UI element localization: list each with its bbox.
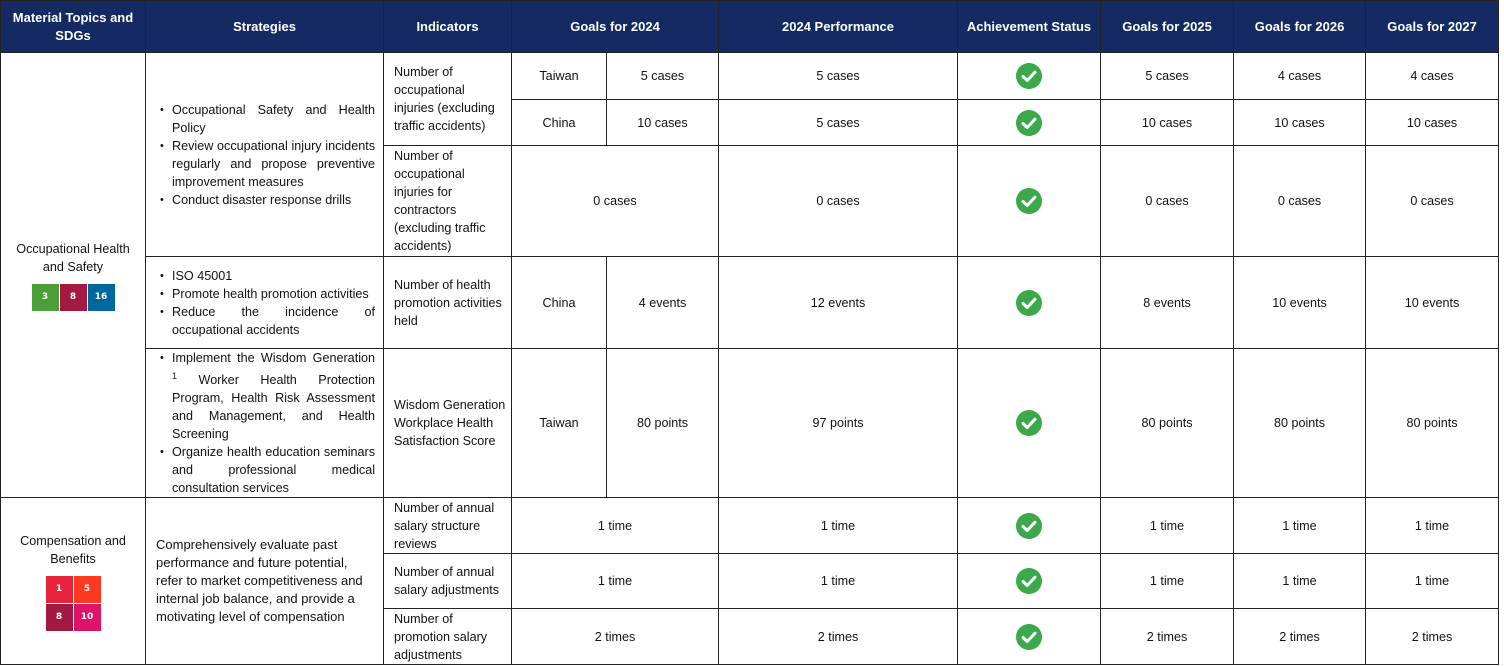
goal-2025-cell: 10 cases xyxy=(1101,100,1234,146)
goal-2027-cell: 1 time xyxy=(1366,498,1499,554)
header-goals-2024: Goals for 2024 xyxy=(512,1,719,53)
performance-cell: 0 cases xyxy=(719,146,958,257)
goal-2024-cell: 4 events xyxy=(607,257,719,349)
check-circle-icon xyxy=(1016,63,1042,89)
region-cell: China xyxy=(512,100,607,146)
sdg-icon-group xyxy=(46,576,101,631)
performance-cell: 1 time xyxy=(719,498,958,554)
goal-2024-cell: 0 cases xyxy=(512,146,719,257)
topic-cell-ohs xyxy=(1,53,146,498)
indicator-cell: Number of annual salary adjustments xyxy=(384,554,512,609)
header-goals-2025: Goals for 2025 xyxy=(1101,1,1234,53)
check-circle-icon xyxy=(1016,290,1042,316)
indicator-cell: Number of annual salary structure reviews xyxy=(384,498,512,554)
sdg-3-good-health-icon: 3 xyxy=(32,284,59,311)
sdg-1-no-poverty-icon: 1 xyxy=(46,576,73,603)
goal-2025-cell: 5 cases xyxy=(1101,53,1234,100)
strategy-item: • Reduce the incidence of occupational accidents xyxy=(160,303,375,339)
header-strategies: Strategies xyxy=(146,1,384,53)
strategy-cell xyxy=(146,349,384,498)
strategy-item: • ISO 45001 xyxy=(160,267,375,285)
table-row xyxy=(1,349,1499,498)
sdg-icon-group xyxy=(32,284,115,311)
goal-2025-cell: 80 points xyxy=(1101,349,1234,498)
goal-2027-cell: 10 cases xyxy=(1366,100,1499,146)
status-cell xyxy=(958,257,1101,349)
strategy-item: • Conduct disaster response drills xyxy=(160,191,375,209)
goal-2027-cell: 10 events xyxy=(1366,257,1499,349)
indicator-cell: Number of occupational injuries for contractors (excluding traffic accidents) xyxy=(384,146,512,257)
header-goals-2027: Goals for 2027 xyxy=(1366,1,1499,53)
header-row xyxy=(1,1,1499,53)
check-circle-icon xyxy=(1016,513,1042,539)
status-cell xyxy=(958,146,1101,257)
check-circle-icon xyxy=(1016,410,1042,436)
sdg-16-peace-justice-icon: 16 xyxy=(88,284,115,311)
indicator-cell: Number of promotion salary adjustments xyxy=(384,609,512,665)
status-cell xyxy=(958,53,1101,100)
performance-cell: 5 cases xyxy=(719,100,958,146)
region-cell: Taiwan xyxy=(512,349,607,498)
goal-2025-cell: 0 cases xyxy=(1101,146,1234,257)
goal-2024-cell: 1 time xyxy=(512,498,719,554)
goal-2027-cell: 2 times xyxy=(1366,609,1499,665)
header-achievement-status: Achievement Status xyxy=(958,1,1101,53)
goal-2024-cell: 1 time xyxy=(512,554,719,609)
goal-2027-cell: 4 cases xyxy=(1366,53,1499,100)
goal-2026-cell: 2 times xyxy=(1234,609,1366,665)
goal-2026-cell: 1 time xyxy=(1234,554,1366,609)
strategy-item: • Occupational Safety and Health Policy xyxy=(160,101,375,137)
goal-2024-cell: 5 cases xyxy=(607,53,719,100)
table-row xyxy=(1,257,1499,349)
status-cell xyxy=(958,554,1101,609)
strategy-item-text: Worker Health Protection Program, Health Risk Assessment and Management, and Health Screening xyxy=(172,373,375,442)
goal-2026-cell: 1 time xyxy=(1234,498,1366,554)
goal-2024-cell: 80 points xyxy=(607,349,719,498)
strategy-item: • Review occupational injury incidents regularly and propose preventive improvement measures xyxy=(160,137,375,191)
strategy-cell xyxy=(146,53,384,257)
goal-2027-cell: 0 cases xyxy=(1366,146,1499,257)
indicator-cell: Number of occupational injuries (excluding traffic accidents) xyxy=(384,53,512,146)
goal-2024-cell: 2 times xyxy=(512,609,719,665)
check-circle-icon xyxy=(1016,624,1042,650)
strategy-list xyxy=(150,101,379,209)
performance-cell: 5 cases xyxy=(719,53,958,100)
status-cell xyxy=(958,349,1101,498)
sdg-8-decent-work-icon: 8 xyxy=(46,604,73,631)
goal-2025-cell: 1 time xyxy=(1101,554,1234,609)
goal-2026-cell: 80 points xyxy=(1234,349,1366,498)
table-row xyxy=(1,53,1499,100)
status-cell xyxy=(958,498,1101,554)
goal-2027-cell: 80 points xyxy=(1366,349,1499,498)
region-cell: Taiwan xyxy=(512,53,607,100)
status-cell xyxy=(958,609,1101,665)
sdg-8-decent-work-icon: 8 xyxy=(60,284,87,311)
strategy-list xyxy=(150,349,379,497)
goal-2024-cell: 10 cases xyxy=(607,100,719,146)
performance-cell: 1 time xyxy=(719,554,958,609)
strategy-item: • Organize health education seminars and professional medical consultation services xyxy=(160,443,375,497)
strategy-item-text: Implement the Wisdom Generation xyxy=(172,351,375,365)
goal-2026-cell: 0 cases xyxy=(1234,146,1366,257)
goal-2026-cell: 4 cases xyxy=(1234,53,1366,100)
header-indicators: Indicators xyxy=(384,1,512,53)
strategy-item: • Promote health promotion activities xyxy=(160,285,375,303)
sdg-5-gender-equality-icon: 5 xyxy=(74,576,101,603)
topic-label: Compensation and Benefits xyxy=(20,533,126,566)
check-circle-icon xyxy=(1016,568,1042,594)
goal-2025-cell: 2 times xyxy=(1101,609,1234,665)
header-goals-2026: Goals for 2026 xyxy=(1234,1,1366,53)
strategy-item xyxy=(160,349,375,443)
indicator-cell: Number of health promotion activities held xyxy=(384,257,512,349)
region-cell: China xyxy=(512,257,607,349)
status-cell xyxy=(958,100,1101,146)
performance-cell: 12 events xyxy=(719,257,958,349)
strategy-cell: Comprehensively evaluate past performance and future potential, refer to market competitiveness and internal job balance, and provide a motivating level of compensation xyxy=(146,498,384,665)
strategy-list xyxy=(150,267,379,339)
check-circle-icon xyxy=(1016,110,1042,136)
goal-2027-cell: 1 time xyxy=(1366,554,1499,609)
header-topics: Material Topics and SDGs xyxy=(1,1,146,53)
table-row xyxy=(1,498,1499,554)
goal-2026-cell: 10 cases xyxy=(1234,100,1366,146)
topic-label: Occupational Health and Safety xyxy=(16,241,130,274)
goal-2025-cell: 8 events xyxy=(1101,257,1234,349)
sdg-10-reduced-inequalities-icon: 10 xyxy=(74,604,101,631)
strategy-cell xyxy=(146,257,384,349)
performance-cell: 97 points xyxy=(719,349,958,498)
indicator-cell: Wisdom Generation Workplace Health Satisfaction Score xyxy=(384,349,512,498)
check-circle-icon xyxy=(1016,188,1042,214)
header-performance-2024: 2024 Performance xyxy=(719,1,958,53)
footnote-marker: 1 xyxy=(172,371,178,381)
performance-cell: 2 times xyxy=(719,609,958,665)
topic-cell-compensation xyxy=(1,498,146,665)
goal-2025-cell: 1 time xyxy=(1101,498,1234,554)
goal-2026-cell: 10 events xyxy=(1234,257,1366,349)
